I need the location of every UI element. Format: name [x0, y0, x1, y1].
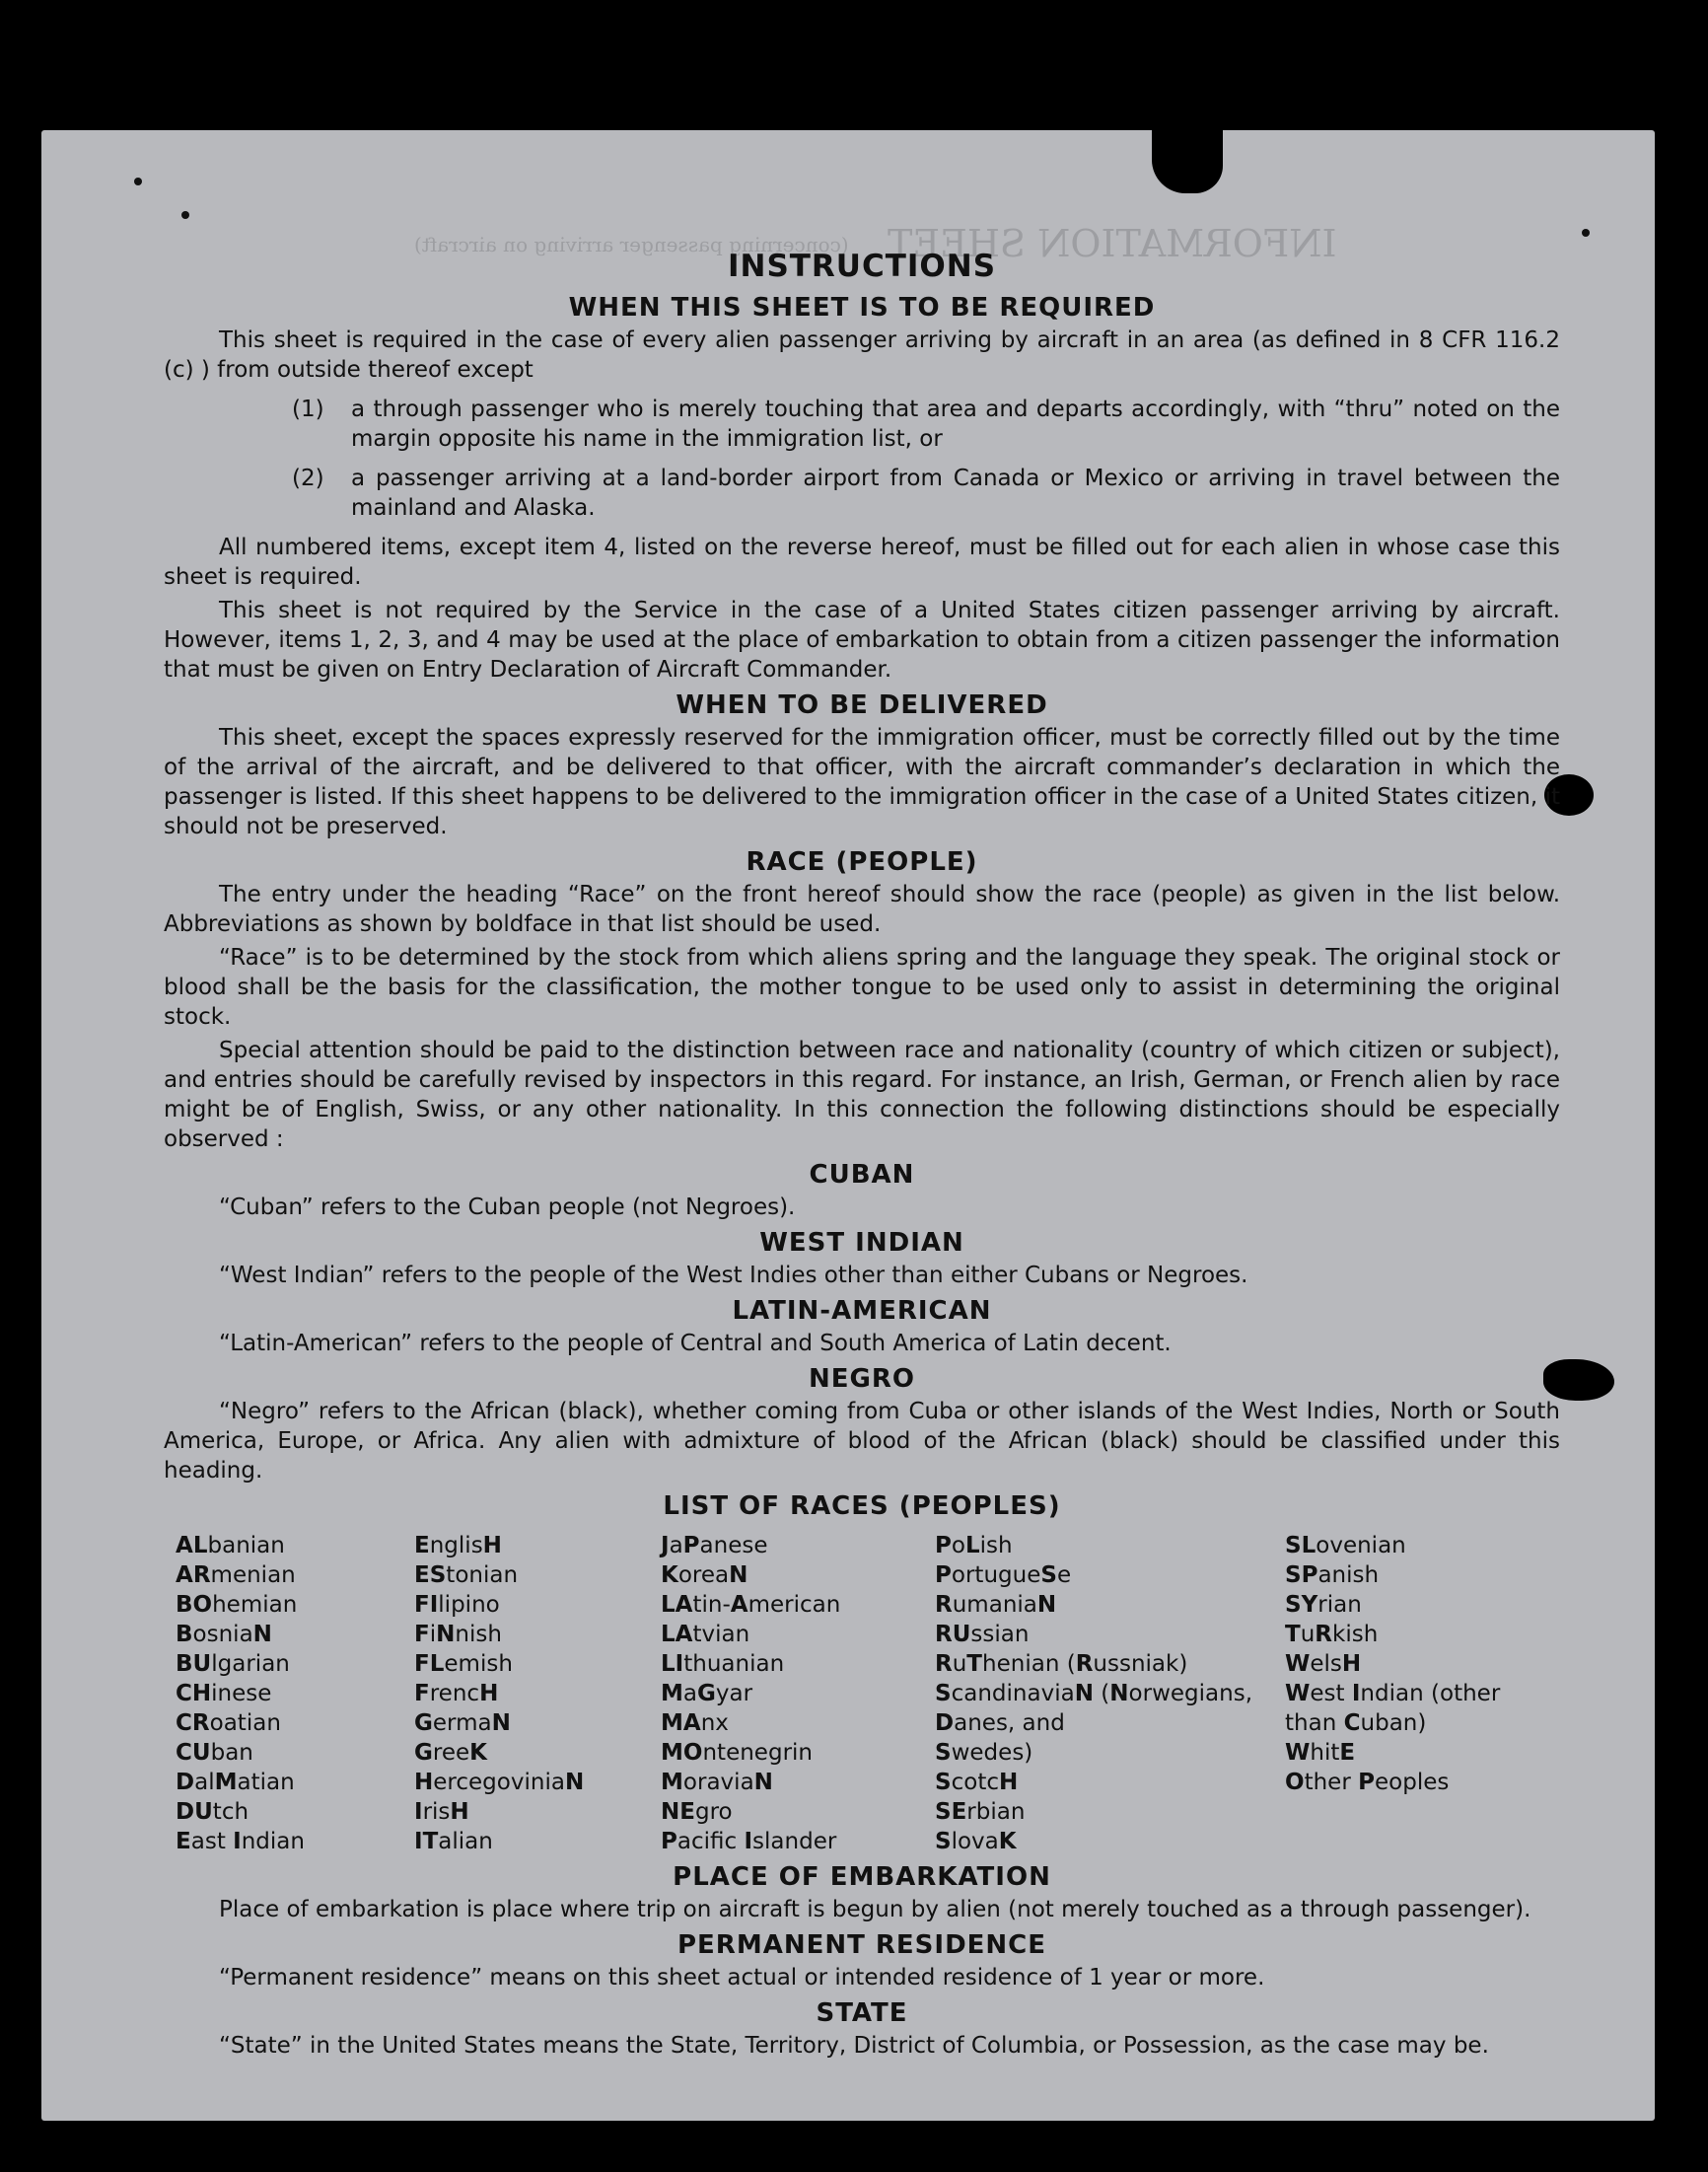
race-entry: FLemish	[414, 1651, 513, 1677]
paragraph: “Latin-American” refers to the people of Central and South America of Latin decent.	[219, 1331, 1172, 1356]
item-number: (1)	[292, 397, 324, 422]
section-heading-residence: PERMANENT RESIDENCE	[676, 1930, 1047, 1960]
race-entry: LIthuanian	[661, 1651, 785, 1677]
section-heading-cuban: CUBAN	[809, 1160, 915, 1190]
race-entry: SLovenian	[1285, 1533, 1406, 1558]
race-entry: Danes, and	[935, 1710, 1065, 1736]
section-heading-required: WHEN THIS SHEET IS TO BE REQUIRED	[568, 293, 1156, 323]
race-entry: SErbian	[935, 1799, 1026, 1825]
race-entry: CUban	[176, 1740, 253, 1766]
race-entry: FiNnish	[414, 1622, 502, 1647]
race-entry: SYrian	[1285, 1592, 1362, 1618]
race-column-3	[661, 1531, 935, 1856]
race-entry: GreeK	[414, 1740, 487, 1766]
race-entry: East Indian	[176, 1829, 305, 1854]
section-heading-embarkation: PLACE OF EMBARKATION	[673, 1862, 1051, 1892]
race-entry: ARmenian	[176, 1562, 296, 1588]
section-heading-negro: NEGRO	[809, 1364, 915, 1394]
race-entry: MaGyar	[661, 1681, 753, 1706]
race-entry: CHinese	[176, 1681, 272, 1706]
paragraph: This sheet is not required by the Service in the case of a United States citizen passenger arriving by aircraft. However, items 1, 2, 3, and 4 may be used at the place of embarkation to obtain from a citizen passenger the information that must be given on Entry Declaration of Aircraft Commander.	[164, 598, 1560, 683]
paragraph: This sheet is required in the case of every alien passenger arriving by aircraft in an area (as defined in 8 CFR 116.2 (c) ) from outside thereof except	[164, 327, 1560, 383]
torn-edge	[1152, 116, 1223, 193]
race-entry: Swedes)	[935, 1740, 1033, 1766]
item-text: a passenger arriving at a land-border airport from Canada or Mexico or arriving in travel between the mainland and Alaska.	[351, 466, 1560, 521]
exception-item	[292, 464, 1560, 523]
paragraph: The entry under the heading “Race” on the front hereof should show the race (people) as given in the list below. Abbreviations as shown by boldface in that list should be used.	[164, 882, 1560, 937]
item-number: (2)	[292, 466, 324, 491]
race-entry: WelsH	[1285, 1651, 1362, 1677]
race-entry: TuRkish	[1285, 1622, 1379, 1647]
race-column-4	[935, 1531, 1285, 1856]
section-heading-race: RACE (PEOPLE)	[746, 847, 978, 877]
race-entry: MoraviaN	[661, 1770, 773, 1795]
race-entry: than Cuban)	[1285, 1710, 1427, 1736]
race-entry: BosniaN	[176, 1622, 272, 1647]
exception-item	[292, 395, 1560, 454]
race-entry: NEgro	[661, 1799, 733, 1825]
paragraph: Place of embarkation is place where trip on aircraft is begun by alien (not merely touched as a through passenger).	[219, 1897, 1531, 1922]
paragraph: “West Indian” refers to the people of the West Indies other than either Cubans or Negroes.	[219, 1263, 1248, 1288]
race-entry: FrencH	[414, 1681, 499, 1706]
speck	[181, 211, 189, 219]
race-entry: RuThenian (Russniak)	[935, 1651, 1188, 1677]
paragraph: “State” in the United States means the State, Territory, District of Columbia, or Possession, as the case may be.	[219, 2033, 1489, 2059]
race-entry: BUlgarian	[176, 1651, 290, 1677]
item-text: a through passenger who is merely touching that area and departs accordingly, with “thru” noted on the margin opposite his name in the immigration list, or	[351, 397, 1560, 452]
race-entry: BOhemian	[176, 1592, 298, 1618]
race-entry: DalMatian	[176, 1770, 295, 1795]
speck	[134, 178, 142, 185]
race-entry: ALbanian	[176, 1533, 285, 1558]
instructions-body	[164, 249, 1560, 2064]
race-entry: Other Peoples	[1285, 1770, 1450, 1795]
race-entry: EnglisH	[414, 1533, 502, 1558]
race-entry: ITalian	[414, 1829, 493, 1854]
race-entry: LAtin-American	[661, 1592, 841, 1618]
race-entry: ScotcH	[935, 1770, 1019, 1795]
race-entry: GermaN	[414, 1710, 511, 1736]
race-entry: SPanish	[1285, 1562, 1380, 1588]
race-entry: Pacifc Islander	[661, 1829, 837, 1854]
race-entry: West Indian (other	[1285, 1681, 1501, 1706]
race-entry: LAtvian	[661, 1622, 750, 1647]
paragraph: “Negro” refers to the African (black), whether coming from Cuba or other islands of the West Indies, North or South America, Europe, or Africa. Any alien with admixture of blood of the African (black) should be classified under this heading.	[164, 1399, 1560, 1484]
race-entry: SlovaK	[935, 1829, 1017, 1854]
race-column-5	[1285, 1531, 1551, 1856]
speck	[1582, 229, 1590, 237]
race-list	[176, 1531, 1560, 1856]
section-heading-delivered: WHEN TO BE DELIVERED	[676, 690, 1048, 720]
race-entry: PortugueSe	[935, 1562, 1072, 1588]
bleed-through-title: INFORMATION SHEET	[888, 222, 1337, 265]
race-entry: EStonian	[414, 1562, 519, 1588]
race-entry: MAnx	[661, 1710, 729, 1736]
section-heading-west-indian: WEST INDIAN	[759, 1228, 964, 1258]
race-entry: ScandinaviaN (Norwegians,	[935, 1681, 1253, 1706]
race-entry: HercegoviniaN	[414, 1770, 585, 1795]
section-heading-latin-american: LATIN-AMERICAN	[732, 1296, 992, 1326]
bleed-through-subtitle: (concerning passenger arriving on aircraft)	[414, 233, 849, 256]
section-heading-state: STATE	[816, 1998, 908, 2028]
race-entry: RumaniaN	[935, 1592, 1057, 1618]
race-entry: KoreaN	[661, 1562, 748, 1588]
page-title: INSTRUCTIONS	[727, 249, 997, 284]
paragraph: “Cuban” refers to the Cuban people (not Negroes).	[219, 1195, 796, 1220]
race-column-2	[414, 1531, 661, 1856]
race-entry: FIlipino	[414, 1592, 500, 1618]
paragraph: “Race” is to be determined by the stock from which aliens spring and the language they speak. The original stock or blood shall be the basis for the classification, the mother tongue to be used only to assist in determining the original stock.	[164, 945, 1560, 1030]
paragraph: Special attention should be paid to the distinction between race and nationality (country of which citizen or subject), and entries should be carefully revised by inspectors in this regard. For instance, an Irish, German, or French alien by race might be of English, Swiss, or any other nationality. In this connection the following distinctions should be especially observed :	[164, 1038, 1560, 1152]
paragraph: “Permanent residence” means on this sheet actual or intended residence of 1 year or more.	[219, 1965, 1265, 1991]
race-entry: WhitE	[1285, 1740, 1356, 1766]
race-entry: CRoatian	[176, 1710, 281, 1736]
race-column-1	[176, 1531, 414, 1856]
race-entry: JaPanese	[661, 1533, 768, 1558]
race-entry: RUssian	[935, 1622, 1030, 1647]
section-heading-list-of-races: LIST OF RACES (PEOPLES)	[663, 1491, 1061, 1521]
race-entry: MOntenegrin	[661, 1740, 813, 1766]
race-entry: IrisH	[414, 1799, 469, 1825]
paragraph: This sheet, except the spaces expressly reserved for the immigration officer, must be correctly filled out by the time of the arrival of the aircraft, and be delivered to that officer, with the aircraft commander’s declaration in which the passenger is listed. If this sheet happens to be delivered to the immigration officer in the case of a United States citizen, it should not be preserved.	[164, 725, 1560, 839]
race-entry: PoLish	[935, 1533, 1013, 1558]
race-entry: DUtch	[176, 1799, 249, 1825]
paragraph: All numbered items, except item 4, listed on the reverse hereof, must be filled out for each alien in whose case this sheet is required.	[164, 535, 1560, 590]
